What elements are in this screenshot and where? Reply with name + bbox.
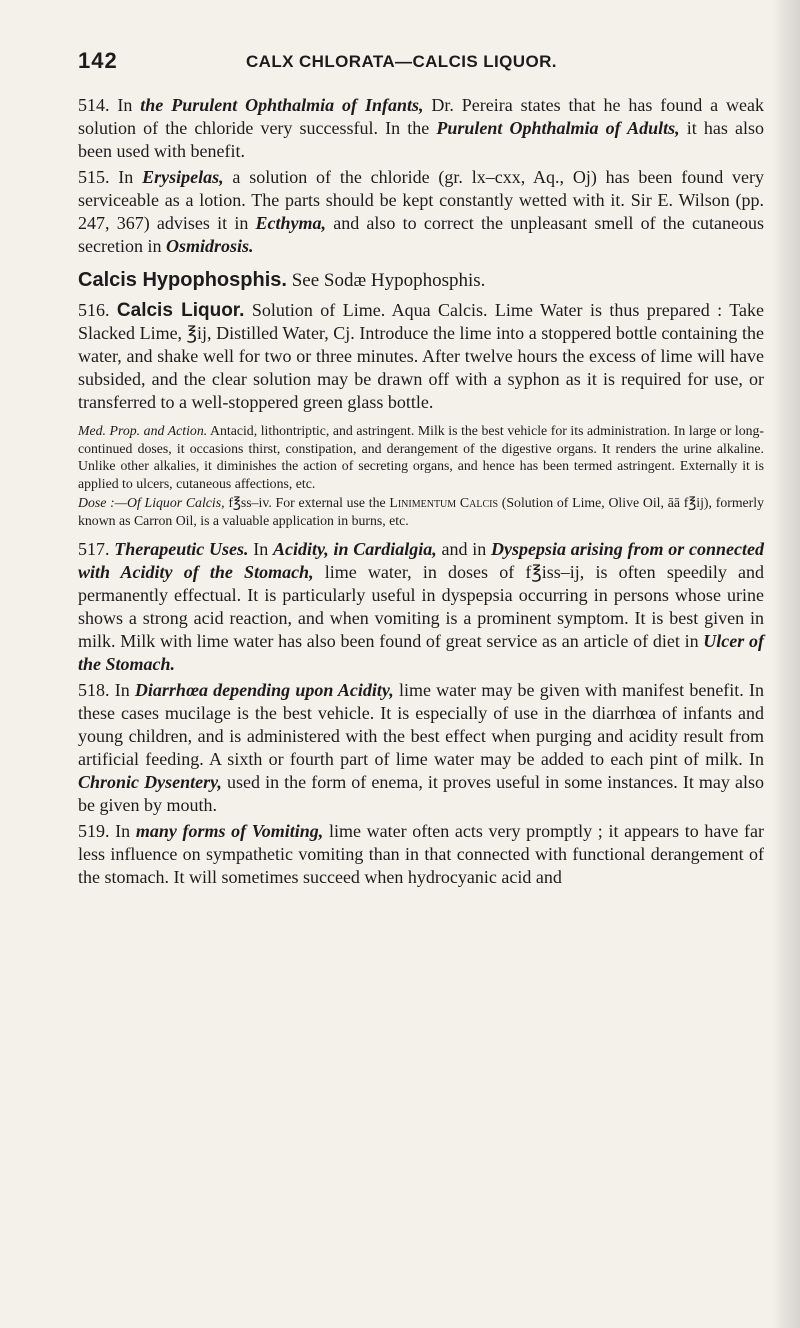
book-page (78, 48, 764, 889)
term: Ecthyma, (255, 213, 327, 233)
term: Erysipelas, (142, 167, 224, 187)
term: Osmidrosis. (165, 236, 254, 256)
text: it has also been used with benefit. (78, 118, 764, 161)
term: Ulcer of the Stomach. (78, 630, 764, 674)
term: Linimentum Calcis (389, 495, 499, 511)
para-number: 519. In (78, 820, 136, 841)
page-header (78, 48, 764, 84)
text: and also to correct the unpleasant smell of the cutaneous secretion in (78, 213, 764, 256)
para-number: 517. (78, 538, 115, 559)
text: lime water, in doses of f℥iss–ij, is often speedily and permanently effectual. It is particularly useful in dyspepsia occurring in persons whose urine shows a strong acid reaction, and when vomiting is a prominent symptom. It is best given in milk. Milk with lime water has also been found of great service as an article of diet in (78, 561, 764, 651)
text: Solution of Lime. Aqua Calcis. Lime Water is thus prepared : Take Slacked Lime, ℥ij, Distilled Water, Cj. Introduce the lime into a stoppered bottle containing the water, and shake well for two or three minutes. After twelve hours the excess of lime will have subsided, and the clear solution may be drawn off with a syphon as it is required for use, or transferred to a well-stoppered green glass bottle. (78, 300, 764, 412)
term: many forms of Vomiting, (135, 820, 324, 841)
term: Acidity, in Cardialgia, (272, 538, 437, 559)
paragraph-516 (78, 299, 764, 414)
para-number: 514. In (78, 95, 141, 115)
text: f℥ss–iv. For external use the (224, 495, 390, 511)
paragraph-515 (78, 166, 764, 258)
heading-note: See Sodæ Hypophosphis. (286, 270, 486, 291)
hypophosphis-heading (78, 268, 764, 293)
para-number: 518. In (78, 679, 135, 700)
text: lime water often acts very promptly ; it appears to have far less influence on sympathetic vomiting than in that connected with functional derangement of the stomach. It will sometimes succeed when hydrocyanic acid and (78, 820, 765, 887)
term: Purulent Ophthalmia of Adults, (436, 118, 680, 138)
label: Dose :—Of Liquor Calcis, (78, 495, 225, 511)
paragraph-517 (78, 538, 764, 676)
med-prop-paragraph (78, 422, 764, 492)
paragraph-519 (78, 820, 764, 889)
dose-paragraph (78, 494, 764, 529)
page-edge-shadow (772, 0, 800, 1328)
text: Dr. Pereira states that he has found a weak solution of the chloride very successful. In the (78, 95, 764, 138)
term: Dyspepsia arising from or connected with Acidity of the Stomach, (78, 538, 764, 582)
paragraph-518 (78, 679, 764, 817)
page-number: 142 (78, 48, 118, 73)
term: the Purulent Ophthalmia of Infants, (140, 95, 424, 115)
para-number: 515. In (78, 167, 143, 187)
text: used in the form of enema, it proves useful in some instances. It may also be given by mouth. (78, 771, 764, 815)
heading-title: Calcis Liquor. (116, 300, 245, 321)
text: In (248, 538, 273, 559)
running-head: CALX CHLORATA—CALCIS LIQUOR. (246, 52, 557, 71)
term: Therapeutic Uses. (114, 538, 249, 559)
text: and in (436, 538, 492, 559)
paragraph-514 (78, 94, 764, 163)
term: Chronic Dysentery, (78, 771, 222, 792)
text: Antacid, lithontriptic, and astringent. Milk is the best vehicle for its administration. In large or long-continued doses, it occasions thirst, constipation, and derangement of the digestive organs. It renders the urine alkaline. Unlike other alkalies, it diminishes the action of secreting organs, and hence has been termed astringent. Externally it is applied to ulcers, cutaneous affections, etc. (78, 423, 765, 491)
text: lime water may be given with manifest benefit. In these cases mucilage is the best vehicle. It is especially of use in the diarrhœa of infants and young children, and is administered with the best effect when purging and acidity result from artificial feeding. A sixth or fourth part of lime water may be added to each pint of milk. In (78, 679, 765, 769)
text: a solution of the chloride (gr. lx–cxx, Aq., Oj) has been found very serviceable as a lotion. The parts should be kept constantly wetted with it. Sir E. Wilson (pp. 247, 367) advises it in (78, 167, 764, 233)
heading-title: Calcis Hypophosphis. (78, 269, 287, 291)
text: (Solution of Lime, Olive Oil, āā f℥ij), formerly known as Carron Oil, is a valuable application in burns, etc. (78, 495, 764, 528)
para-number: 516. (78, 300, 117, 320)
label: Med. Prop. and Action. (78, 423, 208, 438)
term: Diarrhœa depending upon Acidity, (134, 679, 394, 700)
